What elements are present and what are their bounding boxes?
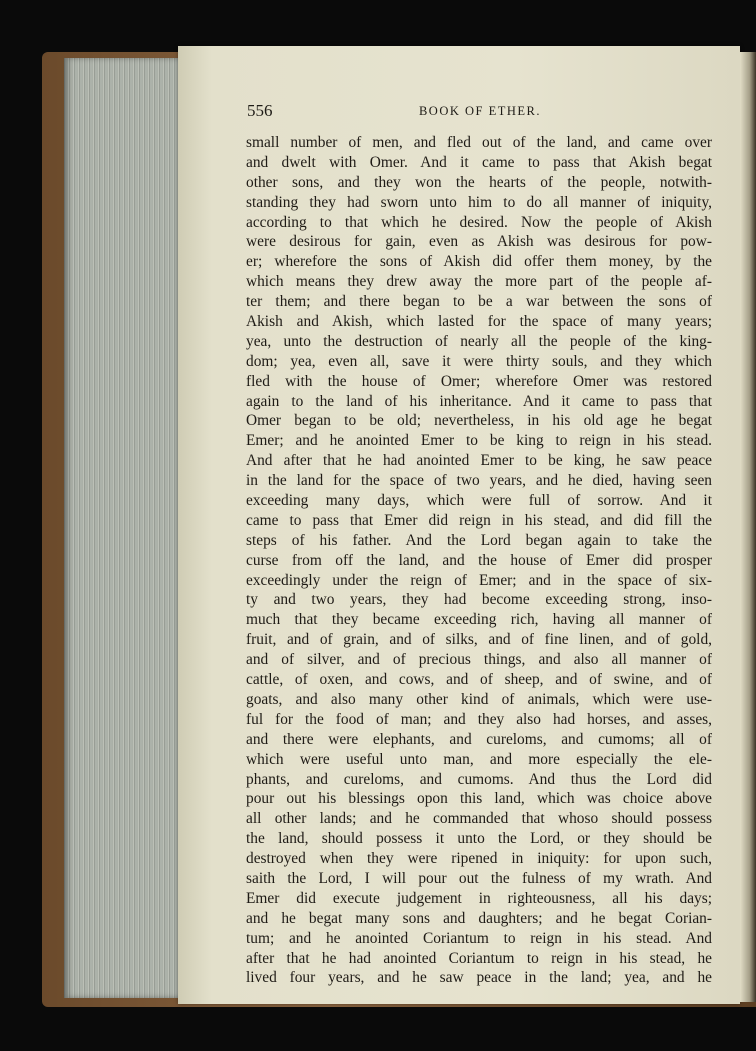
text-line: goats, and also many other kind of animals, which were use- [246, 690, 712, 708]
text-line: according to that which he desired. Now the people of Akish [246, 213, 712, 231]
text-line: Emer; and he anointed Emer to be king to reign in his stead. [246, 432, 712, 450]
text-line: Akish and Akish, which lasted for the space of many years; [246, 313, 712, 331]
text-line: cattle, of oxen, and cows, and of sheep, and of swine, and of [246, 671, 712, 689]
text-line: again to the land of his inheritance. And it came to pass that [246, 392, 712, 410]
text-line: exceeding many days, which were full of sorrow. And it [246, 492, 712, 510]
page-number: 556 [247, 101, 273, 120]
text-line: Omer began to be old; nevertheless, in his old age he begat [246, 412, 712, 430]
text-line: curse from off the land, and the house of Emer did prosper [246, 551, 712, 569]
text-line: pour out his blessings opon this land, which was choice above [246, 790, 712, 808]
text-line: fruit, and of grain, and of silks, and of fine linen, and of gold, [246, 631, 712, 649]
text-line: ter them; and there began to be a war between the sons of [246, 293, 712, 311]
text-line: ful for the food of man; and they also had horses, and asses, [246, 710, 712, 728]
text-line: exceedingly under the reign of Emer; and in the space of six- [246, 571, 712, 589]
text-line: in the land for the space of two years, and he died, having seen [246, 472, 712, 490]
text-line: ty and two years, they had become exceeding strong, inso- [246, 591, 712, 609]
text-line: phants, and cureloms, and cumoms. And thus the Lord did [246, 770, 712, 788]
page-header [247, 101, 713, 121]
text-line: other sons, and they won the hearts of the people, notwith- [246, 173, 712, 191]
text-line: small number of men, and fled out of the land, and came over [246, 134, 712, 151]
text-line: fled with the house of Omer; wherefore Omer was restored [246, 372, 712, 390]
text-line: standing they had sworn unto him to do all manner of iniquity, [246, 193, 712, 211]
text-line: lived four years, and he saw peace in the land; yea, and he [246, 969, 712, 987]
running-head: BOOK OF ETHER. [418, 104, 542, 118]
text-line: steps of his father. And the Lord began again to take the [246, 531, 712, 549]
text-line: and he begat many sons and daughters; and he begat Corian- [246, 909, 712, 927]
text-line: were desirous for gain, even as Akish was desirous for pow- [246, 233, 712, 251]
text-line: and of silver, and of precious things, and also all manner of [246, 651, 712, 669]
text-line: tum; and he anointed Coriantum to reign in his stead. And [246, 929, 712, 947]
text-line: dom; yea, even all, save it were thirty souls, and they which [246, 352, 712, 370]
text-line: which means they drew away the more part of the people af- [246, 273, 712, 291]
text-line: much that they became exceeding rich, having all manner of [246, 611, 712, 629]
text-line: all other lands; and he commanded that whoso should possess [246, 810, 712, 828]
text-line: destroyed when they were ripened in iniquity: for upon such, [246, 850, 712, 868]
text-line: yea, unto the destruction of nearly all the people of the king- [246, 332, 712, 350]
text-line: the land, should possess it unto the Lord, or they should be [246, 830, 712, 848]
text-line: And after that he had anointed Emer to be king, he saw peace [246, 452, 712, 470]
text-line: saith the Lord, I will pour out the fulness of my wrath. And [246, 869, 712, 887]
body-text [246, 133, 712, 988]
binding-shadow [740, 52, 756, 1002]
text-line: and dwelt with Omer. And it came to pass that Akish begat [246, 153, 712, 171]
text-line: after that he had anointed Coriantum to reign in his stead, he [246, 949, 712, 967]
text-line: er; wherefore the sons of Akish did offer them money, by the [246, 253, 712, 271]
text-line: Emer did execute judgement in righteousness, all his days; [246, 889, 712, 907]
page-edges [64, 58, 180, 998]
text-line: which were useful unto man, and more especially the ele- [246, 750, 712, 768]
text-line: and there were elephants, and cureloms, and cumoms; all of [246, 730, 712, 748]
text-line: came to pass that Emer did reign in his stead, and did fill the [246, 511, 712, 529]
